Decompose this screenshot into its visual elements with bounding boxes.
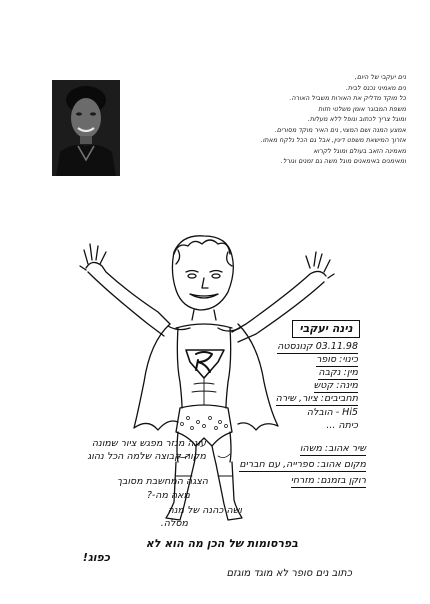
note-line: כפוג!	[82, 551, 110, 564]
note-line: מקוה קבוצה שלמה הכל נהוג	[87, 451, 206, 462]
gender: מין: נקבה	[318, 367, 358, 378]
favorite-music: רוקן בזמנם: מזרחי	[290, 475, 366, 486]
note-line: הצגה המחשבת מסובך	[116, 476, 208, 487]
hobbies: תחביבים: ציור, שירה	[275, 393, 358, 404]
name-box: נינה יעקבי	[292, 320, 360, 338]
favorite-place: מקום אהוב: ספרייה, עם חברים	[239, 459, 366, 470]
poem-text	[140, 72, 406, 167]
note-line: מסלה.	[160, 518, 188, 529]
note-line: ושה כהנה של מנה	[167, 505, 242, 516]
portrait-photo	[52, 80, 120, 176]
note-line: עונה מגזר מפגש ציור שמונה	[91, 438, 206, 449]
note-line: בפרסומות של הכן מה הוא לא	[145, 537, 298, 550]
poem-line: כל מוקד מדליק את האורות משביל האורה.	[289, 94, 406, 102]
favorite-song: שיר אהוב: משהו	[299, 443, 366, 454]
poem-line: אמצע המנה ושם המצוי, נים האיר מוקד מסורים.	[274, 125, 406, 134]
poem-line: משפת המבוגר אומן משלטי חזות	[318, 104, 406, 113]
poem-line: נים מאמיני נכנס לבית.	[345, 83, 406, 92]
poem-line: מאמינה הזאב בעולם ומוגל לקרוא	[313, 146, 406, 155]
portrait-photo-drawing	[52, 80, 120, 176]
note-line: מאה מה-?	[146, 490, 190, 501]
class: כיתה ...	[326, 420, 358, 431]
hi5: Hi5 - הובלה	[306, 407, 358, 418]
birth-date: 03.11.98 קנונסטה	[277, 341, 358, 352]
sign: מינה: קטש	[313, 380, 358, 391]
nickname: כינוי: סופר	[316, 354, 358, 365]
poem-line: אזרוך המישאת משפט דיגין, אבל גם הכל נלקח מאתו.	[260, 136, 406, 144]
poem-line: נים יעקבי של היום,	[354, 73, 406, 81]
signature-line: כתוב נים סופר לא מוגד מוגזם	[226, 568, 352, 579]
poem-line: ומאימנים באימאנים מוגל משה גם זמנים וגורל.	[280, 157, 406, 165]
poem-line: ומוגל צריך לכתוב ונופל ללא מעלות.	[307, 115, 406, 123]
